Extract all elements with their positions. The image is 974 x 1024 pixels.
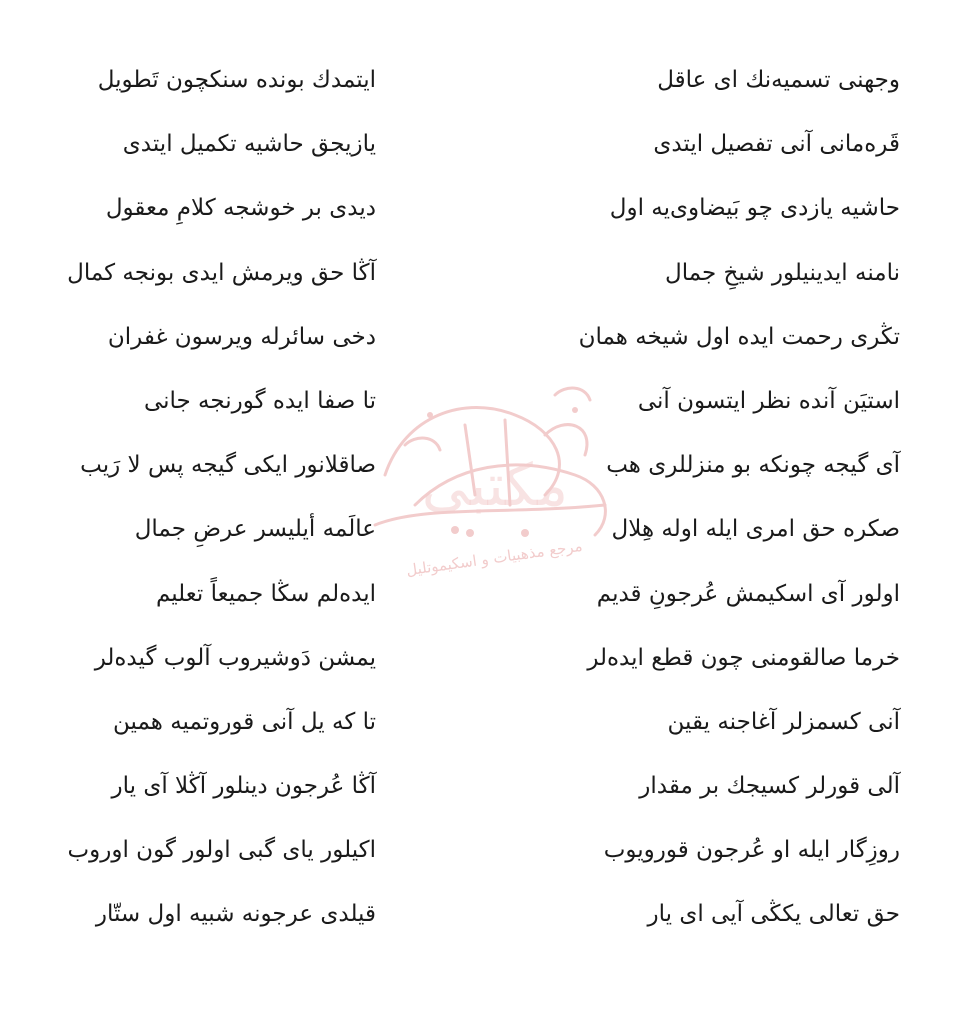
second-hemistich: تا كه یل آنی قوروتمیه همین xyxy=(113,708,376,735)
first-hemistich: آی گیجه چونكه بو منزللری هب xyxy=(606,452,900,479)
couplet xyxy=(0,180,974,244)
second-hemistich: آڭا عُرجون دینلور آڭلا آی یار xyxy=(111,773,376,800)
second-hemistich: ایتمدك بونده سنكچون تَطویل xyxy=(97,67,376,93)
couplet xyxy=(0,116,974,180)
couplet xyxy=(0,822,974,886)
poem xyxy=(0,52,974,951)
couplet xyxy=(0,52,974,116)
first-hemistich: اولور آی اسكیمش عُرجونِ قدیم xyxy=(596,580,900,607)
watermark-text: مکتبی xyxy=(421,451,569,519)
couplet xyxy=(0,437,974,501)
couplet xyxy=(0,630,974,694)
first-hemistich: تڭری رحمت ایده اول شیخه همان xyxy=(578,323,900,350)
couplet xyxy=(0,758,974,822)
couplet xyxy=(0,694,974,758)
first-hemistich: حق تعالی یكڭی آیی ای یار xyxy=(647,901,900,928)
first-hemistich: خرما صالقومنی چون قطع ایده‌لر xyxy=(587,644,900,671)
second-hemistich: یمشن دَوشیروب آلوب گیده‌لر xyxy=(94,644,376,671)
first-hemistich: صكره حق امری ایله اوله هِلال xyxy=(611,516,900,543)
first-hemistich: آلی قورلر كسیجك بر مقدار xyxy=(639,773,900,800)
second-hemistich: قیلدی عرجونه شبیه اول ستّار xyxy=(95,901,376,928)
second-hemistich: عالَمه أیلیسر عرضِ جمال xyxy=(134,516,376,543)
couplet xyxy=(0,373,974,437)
second-hemistich: دیدی بر خوشجه كلامِ معقول xyxy=(105,195,376,222)
couplet xyxy=(0,309,974,373)
couplet xyxy=(0,566,974,630)
second-hemistich: اكیلور یای گبی اولور گون اوروب xyxy=(67,837,376,864)
second-hemistich: ایده‌لم سڭا جمیعاً تعلیم xyxy=(155,580,376,607)
first-hemistich: وجهنی تسمیه‌نك ای عاقل xyxy=(657,67,900,93)
second-hemistich: تا صفا ایده گورنجه جانی xyxy=(143,387,376,414)
couplet xyxy=(0,245,974,309)
second-hemistich: دخی سائرله ویرسون غفران xyxy=(107,323,376,350)
second-hemistich: آڭا حق ویرمش ایدی بونجه كمال xyxy=(67,259,376,286)
first-hemistich: حاشیه یازدی چو بَیضاوی‌یه اول xyxy=(609,195,900,222)
watermark-caption: مرجع مذهبیات و اسکیموتلیل xyxy=(405,536,584,580)
first-hemistich: روزِگار ایله او عُرجون قورویوب xyxy=(603,837,900,864)
first-hemistich: قَره‌مانی آنی تفصیل ایتدی xyxy=(653,131,900,158)
first-hemistich: نامنه ایدینیلور شیخِ جمال xyxy=(665,259,900,286)
first-hemistich: استیَن آنده نظر ایتسون آنی xyxy=(637,387,900,414)
second-hemistich: یازیجق حاشیه تكمیل ایتدی xyxy=(122,131,376,158)
couplet xyxy=(0,501,974,565)
first-hemistich: آنی كسمزلر آغاجنه یقین xyxy=(667,708,900,735)
second-hemistich: صاقلانور ایكی گیجه پس لا رَیب xyxy=(80,452,376,479)
couplet xyxy=(0,886,974,950)
